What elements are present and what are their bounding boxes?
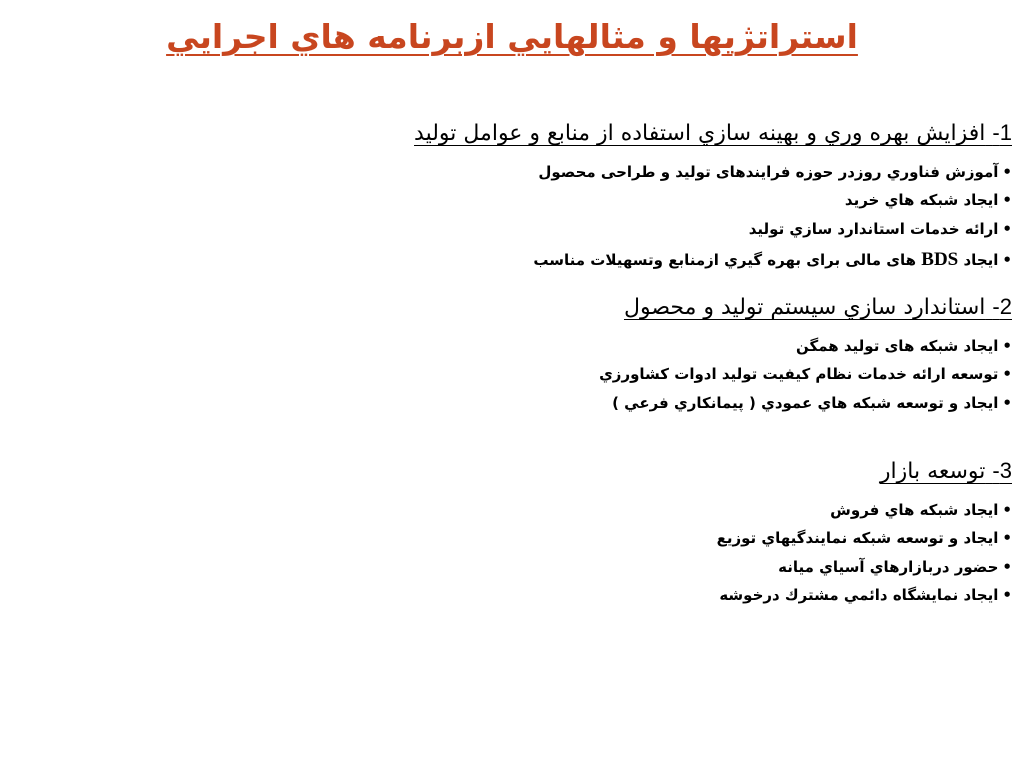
section-heading	[52, 456, 1012, 487]
list-item	[52, 220, 1012, 240]
content-area	[52, 118, 1012, 615]
bullet-icon: •	[1002, 393, 1012, 412]
list-item-text: ايجاد و توسعه شبکه نمايندگيهاي توزيع	[716, 529, 999, 548]
list-item-text: حضور دربازارهاي آسياي ميانه	[778, 557, 999, 576]
list-item-prefix: ايجاد	[963, 251, 999, 270]
list-item	[52, 558, 1012, 578]
list-item	[52, 163, 1012, 183]
section-2	[52, 292, 1012, 413]
section-1	[52, 118, 1012, 273]
list-item	[52, 501, 1012, 521]
bullet-list	[52, 163, 1012, 273]
list-item-text: توسعه ارائه خدمات نظام کيفيت توليد ادوات کشاورزي	[599, 365, 999, 384]
bullet-icon: •	[1002, 336, 1012, 355]
bullet-icon: •	[1002, 557, 1012, 576]
list-item-text: ايجاد نمايشگاه دائمي مشترك درخوشه	[719, 586, 999, 605]
bullet-icon: •	[1002, 251, 1012, 270]
list-item	[52, 248, 1012, 273]
section-heading	[52, 292, 1012, 323]
section-number: 2-	[992, 293, 1012, 319]
list-item-text: ايجاد شبکه های توليد همگن	[795, 336, 999, 355]
list-item-acronym: BDS	[921, 249, 959, 271]
section-3	[52, 456, 1012, 606]
bullet-icon: •	[1002, 219, 1012, 238]
list-item-text: ايجاد شبکه هاي خريد	[844, 191, 999, 210]
section-heading	[52, 118, 1012, 149]
list-item	[52, 337, 1012, 357]
section-number: 3-	[992, 458, 1012, 484]
list-item-text: آموزش فناوري روزدر حوزه فرايندهای توليد و طراحی محصول	[538, 162, 999, 181]
section-number: 1-	[992, 120, 1012, 145]
bullet-icon: •	[1002, 191, 1012, 210]
list-item	[52, 529, 1012, 549]
list-item-text: ارائه خدمات استاندارد سازي توليد	[748, 219, 999, 238]
list-item	[52, 586, 1012, 606]
bullet-icon: •	[1002, 500, 1012, 519]
bullet-list	[52, 501, 1012, 606]
bullet-icon: •	[1002, 586, 1012, 605]
list-item	[52, 365, 1012, 385]
list-item-text: ايجاد شبکه هاي فروش	[830, 500, 999, 519]
bullet-icon: •	[1002, 529, 1012, 548]
bullet-list	[52, 337, 1012, 414]
list-item-text: ايجاد و توسعه شبکه هاي عمودي ( پيمانکاري فرعي )	[612, 393, 999, 412]
page-title: استراتژيها و مثالهايي ازبرنامه هاي اجرايي	[166, 17, 858, 56]
list-item	[52, 394, 1012, 414]
list-item-suffix: های مالی برای بهره گيري ازمنابع وتسهيلات مناسب	[533, 251, 917, 270]
list-item	[52, 191, 1012, 211]
bullet-icon: •	[1002, 162, 1012, 181]
section-title: توسعه بازار	[879, 459, 986, 485]
section-title: افزايش بهره وري و بهينه سازي استفاده از منابع و عوامل توليد	[414, 121, 986, 146]
bullet-icon: •	[1002, 365, 1012, 384]
section-title: استاندارد سازي سيستم توليد و محصول	[623, 294, 986, 320]
